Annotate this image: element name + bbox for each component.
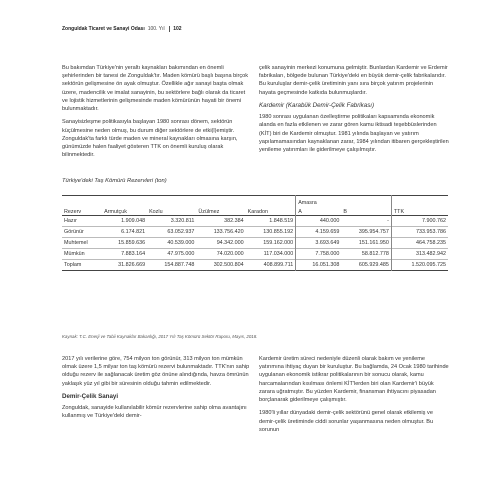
page-number: 102	[173, 26, 182, 32]
header-karadon: Karadon	[247, 209, 269, 215]
paragraph: Kardemir üretim süreci nedeniyle düzenli olarak bakım ve yenileme yatırımına ihtiyaç duyan bir kuruluştur. Bu bağlamda, 24 Ocak 1980 tarihinde uygulanan ekonomik istikrar politikalarının bir sonucu olarak, kamu harcamalarından kısılması önlemi KİT'lerden biri olan Kardemir'i büyük zarara uğratmıştır. Bu yüzden Kardemir, finansman ihtiyacını piyasadan borçlanarak giderilmeye çalışmıştır.	[259, 356, 449, 404]
cell-amasra-a: 16.051.308	[296, 260, 342, 271]
header-amasra: Amasra	[296, 196, 392, 207]
cell-ttk: 7.900.762	[391, 216, 448, 227]
header-armutcuk: Armutçuk	[104, 209, 127, 215]
paragraph: 1980'li yıllar dünyadaki demir-çelik sektörünü genel olarak etkilemiş ve demir-çelik üretiminde ciddi sorunlar yaşanmasına neden olmuştur. Bu sorunun	[259, 410, 434, 433]
cell-karadon: 117.034.000	[263, 251, 294, 257]
cell-amasra-a: 4.159.659	[296, 227, 342, 238]
header-amasra-a: A	[296, 206, 342, 216]
left-column-bottom	[62, 355, 252, 426]
cell-armutcuk: 1.909.048	[121, 218, 146, 224]
cell-amasra-b: 605.929.485	[358, 262, 389, 268]
table-row	[62, 249, 448, 260]
table-header-row	[62, 196, 448, 207]
row-label: Görünür	[64, 229, 84, 235]
table-row	[62, 227, 448, 238]
row-label: Muhtemel	[64, 240, 88, 246]
cell-armutcuk: 15.859.636	[118, 240, 146, 246]
cell-kozlu: 40.539.000	[167, 240, 195, 246]
cell-armutcuk: 7.883.164	[121, 251, 146, 257]
cell-amasra-b: 58.812.778	[361, 251, 389, 257]
publication-title: Zonguldak Ticaret ve Sanayi Odası	[62, 26, 145, 32]
coal-reserves-table	[62, 195, 448, 271]
cell-amasra-a: 7.758.000	[296, 249, 342, 260]
cell-amasra-a: 440.000	[296, 216, 342, 227]
row-label: Mümkün	[64, 251, 85, 257]
paragraph: Sanayisizleşme politikasıyla başlayan 1980 sonrası dönem, sektörün küçülmesine neden olmuş, bu durum diğer sektörlere de etki(l)emiştir. Zonguldak'ta farklı türde maden ve mineral kaynakları olmasına karşın, günümüzde halen faaliyet gösteren TTK on önemli kuruluş olarak bilinmektedir.	[62, 119, 238, 159]
cell-karadon: 1.848.519	[269, 218, 294, 224]
cell-kozlu: 3.320.811	[170, 218, 195, 224]
cell-ttk: 733.953.786	[391, 227, 448, 238]
cell-ttk: 1.520.095.725	[391, 260, 448, 271]
cell-karadon: 130.855.192	[263, 229, 294, 235]
row-label: Toplam	[64, 262, 82, 268]
cell-armutcuk: 6.174.821	[121, 229, 146, 235]
header-rezerv: Rezerv	[64, 209, 82, 215]
row-label: Hazır	[64, 218, 77, 224]
header-amasra-b: B	[343, 209, 347, 215]
cell-uzulmez: 74.020.000	[216, 251, 244, 257]
cell-ttk: 464.758.235	[391, 238, 448, 249]
cell-uzulmez: 382.384	[224, 218, 244, 224]
cell-amasra-a: 3.693.649	[296, 238, 342, 249]
section-heading: Kardemir (Karabük Demir-Çelik Fabrikası)	[259, 102, 375, 109]
paragraph: Bu bakımdan Türkiye'nin yeraltı kaynakları bakımından en önemli şehirlerinden bir tanesi de Zonguldak'tır. Maden kömürü başlı başına birçok sektörün gelişmesine ön ayak olmuştur. Özellikle ağır sanayi başta olmak üzere, madencilik ve imalat sanayinin, bu sektörlere bağlı olarak da ticaret ve lojistik hizmetlerinin gelişmesinde maden kömürünün hayati bir önemi bulunmaktadır.	[62, 65, 249, 113]
table-source: Kaynak: T.C. Enerji ve Tabii Kaynaklar Bakanlığı, 2017 Yılı Taş Kömürü Sektör Raporu, Mayıs, 2018.	[62, 334, 258, 339]
left-column-top	[62, 64, 252, 165]
right-column-bottom	[259, 355, 449, 439]
cell-kozlu: 63.052.937	[167, 229, 195, 235]
cell-uzulmez: 133.756.420	[213, 229, 244, 235]
anniversary-label: 100. Yıl	[147, 26, 165, 32]
paragraph: Zonguldak, sanayide kullanılabilir kömür rezervlerine sahip olma avantajını kullanmış ve Türkiye'deki demir-	[62, 405, 247, 420]
cell-ttk: 313.482.942	[391, 249, 448, 260]
paragraph: çelik sanayinin merkezi konumuna gelmiştir. Bunlardan Kardemir ve Erdemir fabrikaları, bölgede bulunan Türkiye'deki en büyük demir-çelik fabrikalarıdır. Bu kuruluşlar demir-çelik üretiminin yanı sıra birçok yatırım projelerinin hayata geçmesinde katkıda bulunmuşlardır.	[259, 65, 448, 96]
cell-amasra-b: 151.161.950	[358, 240, 389, 246]
cell-amasra-b: -	[387, 218, 389, 224]
page-header	[62, 26, 182, 32]
cell-kozlu: 47.975.000	[167, 251, 195, 257]
table-row	[62, 216, 448, 227]
cell-kozlu: 154.887.748	[164, 262, 195, 268]
paragraph: 2017 yılı verilerine göre, 754 milyon ton görünür, 313 milyon ton mümkün olmak üzere 1,5 milyar ton taş kömürü rezervi bulunmaktadır. TTK'nın sahip olduğu rezerv ile sağlanacak üretim göz önüne alındığında, havza ömrünün yaklaşık yüz yıl gibi bir süresinin olduğu tahmin edilmektedir.	[62, 356, 250, 387]
section-heading: Demir-Çelik Sanayi	[62, 393, 119, 400]
cell-uzulmez: 94.342.000	[216, 240, 244, 246]
table-row	[62, 238, 448, 249]
right-column-top	[259, 64, 449, 159]
table-total-row	[62, 260, 448, 271]
cell-uzulmez: 302.500.804	[213, 262, 244, 268]
header-kozlu: Kozlu	[149, 209, 163, 215]
cell-karadon: 159.162.000	[263, 240, 294, 246]
cell-armutcuk: 31.826.669	[118, 262, 146, 268]
paragraph: 1980 sonrası uygulanan özelleştirme politikaları kapsamında ekonomik alanda en fazla etkilenen ve zarar gören kamu iktisadi teşebbüslerinden (KİT) biri de Kardemir olmuştur. 1981 yılında başlayan ve yatırım yapılamamasından kaynaklanan zarar, 1984 yılından itibaren gerçekleştirilen yenileme yatırımları ile giderilmeye çalışılmıştır.	[259, 114, 449, 154]
table-caption: Türkiye'deki Taş Kömürü Rezervleri (ton)	[62, 178, 167, 184]
header-divider	[169, 26, 170, 32]
cell-karadon: 408.899.711	[263, 262, 294, 268]
header-ttk: TTK	[391, 196, 448, 216]
header-uzulmez: Üzülmez	[198, 209, 220, 215]
cell-amasra-b: 395.954.757	[358, 229, 389, 235]
